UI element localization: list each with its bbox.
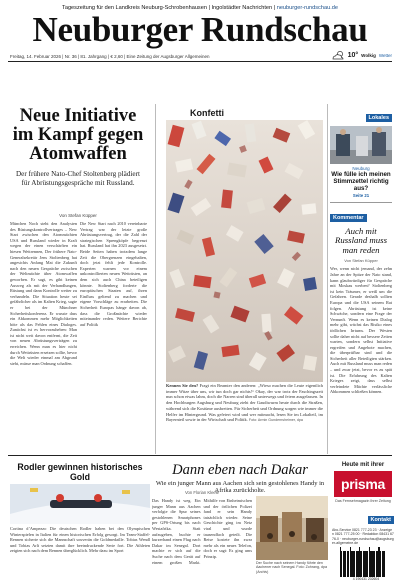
dakar-photo-credit: Foto: Zohrang, dpa (Archiv)	[256, 565, 327, 574]
dakar-subhead: Wie ein junger Mann aus Aachen sich sein gestohlenes Handy in Afrika zurückholte.	[155, 480, 325, 494]
weather-more[interactable]: Wetter	[378, 52, 392, 58]
kontakt-box	[332, 508, 394, 546]
konfetti-caption-text: Fragt ein Beamter den anderen: „Wieso machen die Leute eigentlich immer Witze über uns, wir tun doch gar nichts!“ Okay, der war trotz der Faschingszeit nun schon etwas lahm, doch die Narren sind überall unterwegs und feiern ausgelassen. In den Hochburgen Augsburg und Neuburg zieht der Gaudiwurm heute durch die Straßen, während sich die Kostüme ausbreiten. Für Sicherheit und Ordnung sorgen wie immer die Helfer im Hintergrund. Was gefeiert wird und wer mitmacht, lesen Sie im Lokalteil, im Bayernteil sowie in der Wirtschaft und Politik.	[166, 383, 323, 423]
lead-byline: Von Stefan Küpper	[59, 213, 97, 218]
cloud-sun-icon	[331, 50, 345, 60]
dakar-text: Das Handy ist weg. Ein junger Mann aus Aachen verfolgte die Spur seines gestohlenen Smartphones per GPS-Ortung bis nach Westafrika. Statt aufzugeben, buchte er kurzerhand einen Flug nach Dakar im Senegal. Dort machte er sich auf die Suche nach dem Gerät auf einem großen Markt. Mithilfe von Einheimischen und der örtlichen Polizei fand er sein Handy tatsächlich wieder. Seine Geschichte ging im Netz viral und wurde tausendfach geteilt. Die Reise kostete ihn zwar mehr als ein neues Telefon, doch er sagt: Es ging ums Prinzip.	[152, 498, 252, 565]
comment-headline[interactable]: Auch mit Russland muss man reden	[334, 225, 388, 255]
dakar-photo-caption	[256, 561, 328, 574]
weather-box	[331, 50, 392, 60]
lead-column-2: Die New Start nach 2010 vereinbarte Vertrag war der letzte große Abrüstungsvertrag, der die Zahl der strategischen Sprengköpfe begrenzt hat. Russland hat ihn 2023 ausgesetzt. Beide Seiten haben trotzdem lange Zeit die Obergrenzen eingehalten, doch jetzt fehlt jede Kontrolle. Experten warnen vor einem unkontrollierten neuen Wettrüsten, an dem sich auch China beteiligen könnte. Stoltenberg forderte die europäischen Staaten auf, ihren Einfluss geltend zu machen und eigene Vorschläge zu erarbeiten. Die Sicherheit Europas hänge davon ab, dass die Großmächte wieder miteinander reden. Weitere Berichte auf Politik	[80, 221, 147, 327]
prisma-logo[interactable]	[334, 471, 392, 497]
konfetti-title: Konfetti	[190, 108, 224, 118]
konfetti-caption	[166, 383, 323, 451]
lokales-kicker: Neuburg	[352, 166, 370, 171]
lokales-box	[330, 106, 392, 501]
barcode-bar	[384, 551, 385, 577]
kontakt-text: Abo-Service 0821 777-23 23 · Anzeigen 0821 777-25 00 · Redaktion 08431 67 76-0 · neuburger-rundschau@augsburger-allgemeine.de	[332, 528, 394, 546]
barcode	[340, 545, 392, 577]
weather-label: Wolkig	[361, 52, 376, 58]
dakar-byline: Von Florian Kleele	[185, 490, 219, 495]
rodler-text: Cortina d’Ampezzo Die deutschen Rodler haben bei den Olympischen Winterspielen in Italien für einen historischen Erfolg gesorgt. Im Team-Staffel-Rennen sicherte sich die Mannschaft souverän die Goldmedaille. Tobias Wendl und Tobias Arlt setzten damit ihre beeindruckende Serie fort. Die Athleten zeigten sich nach dem Rennen überglücklich. Mehr dazu im Sport	[10, 526, 150, 554]
kontakt-tag: Kontakt	[368, 516, 394, 524]
lokales-tag[interactable]: Lokales	[366, 114, 392, 122]
confetti-image	[166, 120, 323, 382]
topline-text: Tageszeitung für den Landkreis Neuburg-Schrobenhausen | Ingolstädter Nachrichten |	[62, 5, 277, 11]
rodler-photo[interactable]	[10, 484, 150, 524]
dakar-photo[interactable]	[256, 496, 328, 560]
temperature: 10°	[347, 51, 359, 59]
lead-column-1: München Noch steht den Analysten des Rüstungskontrollvertrages – New Start zwischen den Atommächten USA und Russland wieder in Kraft wegen der einen verschärften ein hiesen Wettrennen, Der frühere Nato-Generalsekretär Jens Stoltenberg hat angesichts Anfang Mai die Zukunft nach den neuen Gespräche zwischen der Weltmächte über Atomwaffen geworben. Er sagt, es gibt keinen Ausweg als mit der Verhandlungen, Rüstung und dann Kontrolle weiter zu verhandeln. Die Situation heute sei gefährlicher als im Kalten Krieg, sagte er bei der Münchner Sicherheitskonferenz. Er wusste dass ein Abkommen mehr Möglichkeiten böte als das Fehlen eines Dialoges. Zunächst ist es hervorzuheben: Man ist nicht weit davon entfernt, die Zeit von neuen Abrüstungsverträgen zu erreichen. Wenn man es hier nicht durch Wettrüsten ersetzen sollte, bevor die Welt wieder einmal am Abgrund steht, müsse man Ordnung schaffen.	[10, 221, 77, 366]
polling-station-image	[330, 126, 392, 164]
market-image	[256, 496, 328, 560]
lokales-photo[interactable]	[330, 126, 392, 164]
column-divider	[155, 104, 156, 454]
lokales-headline[interactable]: Wie fülle ich meinen Stimmzettel richtig aus?	[331, 171, 391, 192]
heute-title: Heute mit ihrer	[341, 462, 385, 468]
topline-url[interactable]: neuburger-rundschau.de	[276, 5, 338, 11]
rodler-headline[interactable]: Rodler gewinnen historisches Gold	[17, 462, 143, 482]
dakar-caption-text: Der Suche nach seinem Handy führte den Aachener nach Senegal.	[256, 561, 323, 570]
dakar-headline[interactable]: Dann eben nach Dakar	[172, 462, 308, 478]
lokales-rule	[330, 202, 392, 203]
lead-headline[interactable]: Neue Initiative im Kampf gegen Atomwaffen	[12, 106, 144, 164]
heute-sub: Das Fernsehmagazin Ihrer Zeitung	[335, 499, 391, 503]
comment-text: Wer, wenn nicht jemand, der zehn Jahre an der Spitze der Nato stand, kann glaubwürdiger für Gespräche mit Moskau werben? Stoltenberg ist kein Träumer, er weiß um die Gefahren. Gerade deshalb sollten Europa und die USA seinem Rat folgen. Abrüstung ist keine Schwäche, sondern eine Frage der Vernunft. Wenn es keinen Dialog mehr gibt, wächst das Risiko eines tödlichen Irrtums. Der Westen sollte daher nicht auf bessere Zeiten warten, sondern selbst Initiative ergreifen und Angebote machen, die überprüfbar sind und die Sicherheit aller Beteiligten stärken. Auch mit Russland muss man reden – und zwar jetzt, bevor es zu spät ist. Die Erfahrung des Kalten Krieges zeigt, dass selbst verfeindete Mächte verlässliche Abkommen schließen können.	[330, 266, 392, 395]
konfetti-caption-lead: Kennen Sie den?	[166, 383, 199, 388]
dateline: Freitag, 14. Februar 2026 | Nr. 36 | 81. Jahrgang | € 2,60 | Eine Zeitung der Augsburger Allgemeinen	[10, 54, 210, 59]
header-rule	[8, 61, 392, 62]
prisma-brand: prisma	[340, 476, 386, 492]
lead-subhead: Der frühere Nato-Chef Stoltenberg plädiert für Abrüstungsgespräche mit Russland.	[15, 170, 140, 187]
lower-rule	[8, 455, 392, 456]
comment-byline: Von Stefan Küpper	[344, 258, 378, 264]
column-divider-right	[327, 104, 328, 454]
luge-image	[10, 484, 150, 524]
masthead: Neuburger Rundschau	[32, 10, 368, 49]
comment-tag: Kommentar	[330, 214, 367, 222]
konfetti-photo[interactable]	[166, 120, 323, 382]
barcode-number: 4 190431 202604	[352, 577, 380, 581]
konfetti-photo-credit: Foto: Armin Gundernsheimer, dpa	[248, 418, 303, 423]
lokales-ref[interactable]: Seite 21	[352, 193, 370, 198]
